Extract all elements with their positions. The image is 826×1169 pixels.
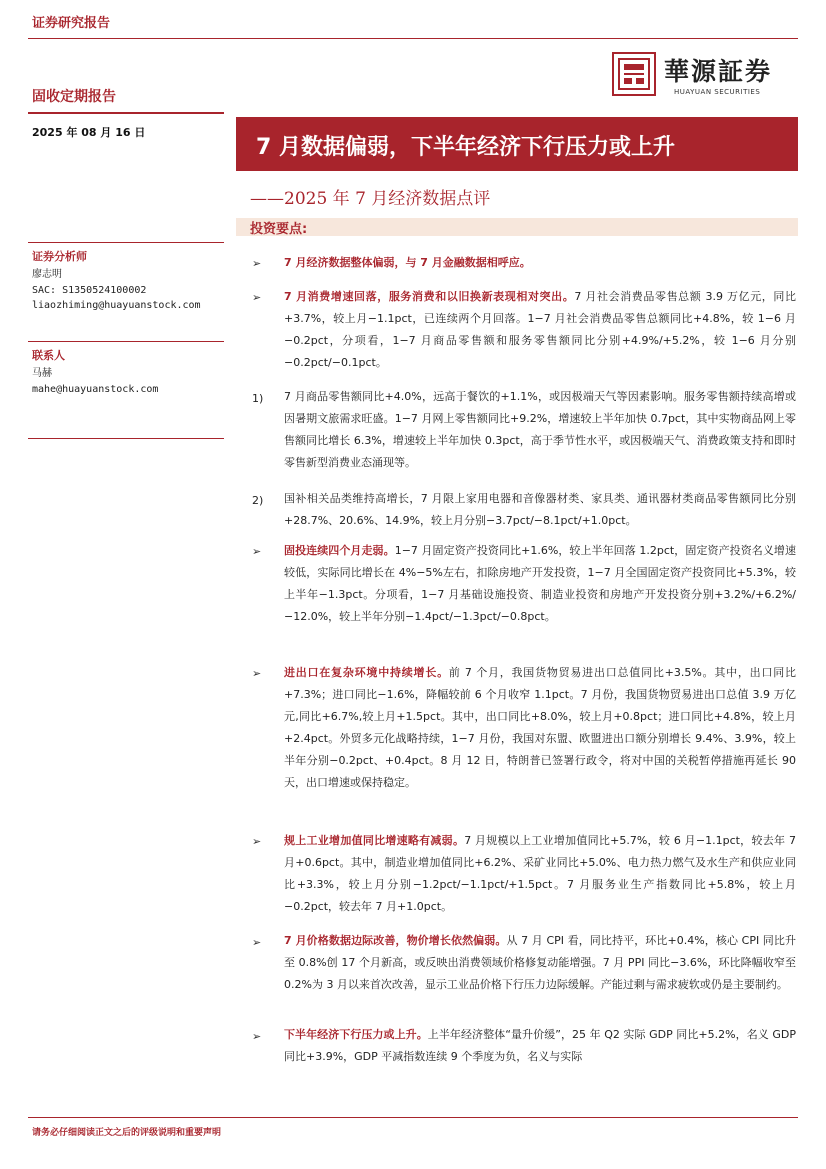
point-2: 7 月消费增速回落，服务消费和以旧换新表现相对突出。7 月社会消费品零售总额 3.9 万亿元，同比+3.7%，较上月−1.1pct，已连续两个月回落。1−7 月社会消费品零售总额同比+4.8%，较 1−6 月−0.2pct，分项看，1−7 月商品零售额和服务零售额同比分别+4.9%/+5.2%，较 1−6 月分别−0.2pct/−0.1pct。 [284, 290, 796, 369]
sidebar-divider-1 [28, 242, 224, 243]
points-band [236, 218, 798, 236]
page-title: 7 月数据偏弱，下半年经济下行压力或上升 [256, 135, 675, 160]
contact-email[interactable]: mahe@huayuanstock.com [32, 383, 159, 395]
footer-disclaimer[interactable]: 请务必仔细阅读正文之后的评级说明和重要声明 [32, 1128, 222, 1138]
analyst-sac: SAC: S1350524100002 [32, 284, 147, 296]
point-4-number: 2) [252, 494, 264, 507]
sidebar-divider-2 [28, 341, 224, 342]
bullet-icon: ➢ [252, 1030, 262, 1043]
bullet-icon: ➢ [252, 667, 262, 680]
analyst-name: 廖志明 [32, 269, 62, 280]
logo-english: HUAYUAN SECURITIES [674, 88, 761, 96]
point-1: 7 月经济数据整体偏弱，与 7 月金融数据相呼应。 [284, 256, 531, 269]
point-8: 7 月价格数据边际改善，物价增长依然偏弱。从 7 月 CPI 看，同比持平，环比+0.4%，核心 CPI 同比升至 0.8%创 17 个月新高，或反映出消费领域价格修复动能增强。7 月 PPI 同比−3.6%，环比降幅收窄至 0.2%为 3 月以来首次改善，显示工业品价格下行压力边际缓解。产能过剩与需求疲软或仍是主要制约。 [284, 934, 796, 991]
point-6: 进出口在复杂环境中持续增长。前 7 个月，我国货物贸易进出口总值同比+3.5%。其中，出口同比+7.3%；进口同比−1.6%，降幅较前 6 个月收窄 1.1pct。7 月份，我国货物贸易进出口总值 3.9 万亿元,同比+6.7%,较上月+1.5pct。其中，出口同比+8.0%，较上月+0.8pct；进口同比+4.8%，较上月+2.4pct。外贸多元化战略持续，1−7 月份，我国对东盟、欧盟进出口额分别增长 9.4%、3.9%，较上半年分别−0.2pct、+0.4pct。8 月 12 日，特朗普已签署行政令，将对中国的关税暂停措施再延长 90 天，出口增速或保持稳定。 [284, 666, 796, 789]
analyst-info [32, 267, 201, 314]
analyst-email[interactable]: liaozhiming@huayuanstock.com [32, 300, 201, 311]
top-divider [28, 38, 798, 39]
logo-name: 華源証券 [664, 57, 773, 86]
contact-info [32, 366, 158, 397]
points-title: 投资要点: [250, 222, 308, 237]
bullet-icon: ➢ [252, 936, 262, 949]
point-4: 国补相关品类维持高增长，7 月限上家用电器和音像器材类、家具类、通讯器材类商品零售额同比分别+28.7%、20.6%、14.9%，较上月分别−3.7pct/−8.1pct/+1.0pct。 [284, 492, 796, 527]
contact-name: 马赫 [32, 368, 52, 379]
footer-divider [28, 1117, 798, 1118]
report-type: 证券研究报告 [32, 16, 111, 31]
bullet-icon: ➢ [252, 835, 262, 848]
contact-heading: 联系人 [32, 349, 65, 362]
bullet-icon: ➢ [252, 545, 262, 558]
page-subtitle: ——2025 年 7 月经济数据点评 [250, 189, 491, 209]
point-9: 下半年经济下行压力或上升。上半年经济整体“量升价缓”，25 年 Q2 实际 GDP 同比+5.2%，名义 GDP 同比+3.9%，GDP 平减指数连续 9 个季度为负，名义与实际 [284, 1028, 797, 1063]
analyst-heading: 证券分析师 [32, 250, 87, 263]
sidebar-divider-3 [28, 438, 224, 439]
report-kind: 固收定期报告 [32, 89, 116, 105]
bullet-icon: ➢ [252, 291, 262, 304]
logo-icon [612, 52, 656, 96]
point-5: 固投连续四个月走弱。1−7 月固定资产投资同比+1.6%，较上半年回落 1.2pct，固定资产投资名义增速较低，实际同比增长在 4%−5%左右，扣除房地产开发投资，1−7 月全国固定资产投资同比+5.3%，较上半年−1.3pct。分项看，1−7 月基础设施投资、制造业投资和房地产开发投资分别+3.2%/+6.2%/−12.0%，较上半年分别−1.4pct/−1.3pct/−0.8pct。 [284, 544, 796, 623]
point-7: 规上工业增加值同比增速略有减弱。7 月规模以上工业增加值同比+5.7%，较 6 月−1.1pct，较去年 7 月+0.6pct。其中，制造业增加值同比+6.2%、采矿业同比+5.0%、电力热力燃气及水生产和供应业同比+3.3%，较上月分别−1.2pct/−1.1pct/+1.5pct。7 月服务业生产指数同比+5.8%，较上月−0.2pct，较去年 7 月+1.0pct。 [284, 834, 796, 913]
left-divider [28, 112, 224, 114]
point-3-number: 1) [252, 392, 264, 405]
point-3: 7 月商品零售额同比+4.0%，远高于餐饮的+1.1%，或因极端天气等因素影响。服务零售额持续高增或因暑期文旅需求旺盛。1−7 月网上零售额同比+9.2%，增速较上半年加快 0.7pct，其中实物商品网上零售额同比增长 6.3%，增速较上半年加快 0.3pct，高于季节性水平，或因极端天气、消费政策支持和即时零售新型消费业态涌现等。 [284, 390, 796, 469]
bullet-icon: ➢ [252, 257, 262, 270]
report-date: 2025 年 08 月 16 日 [32, 126, 146, 139]
